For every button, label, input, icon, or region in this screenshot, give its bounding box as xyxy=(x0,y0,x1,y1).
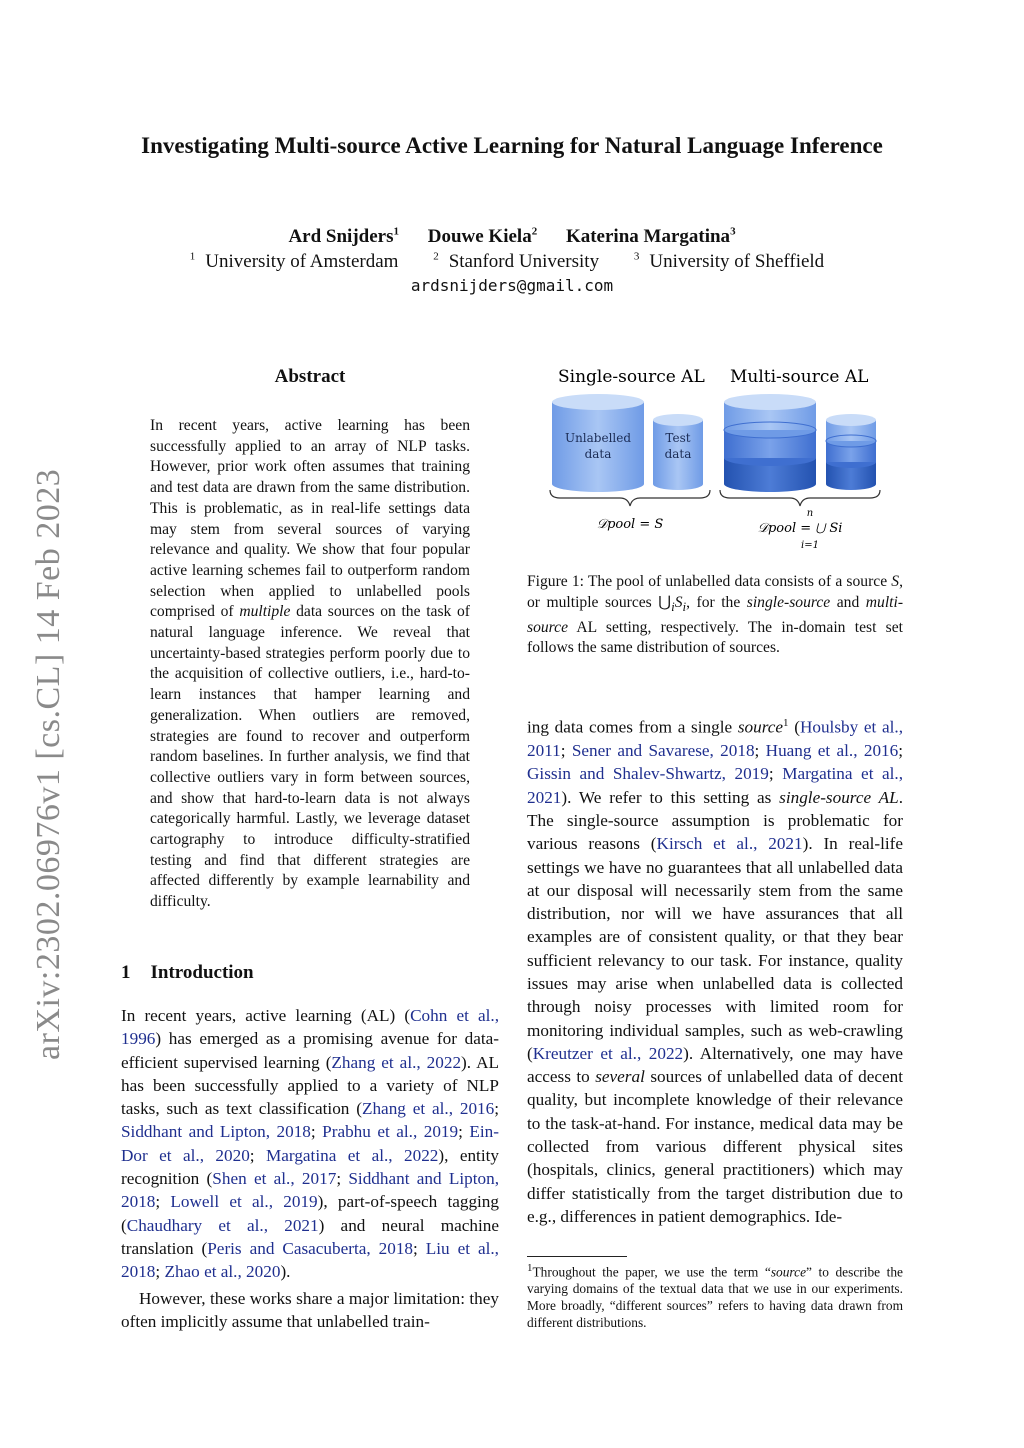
formula-multi: 𝒟pool = ⋃ Si xyxy=(757,521,843,536)
citation-link[interactable]: Cohn et al., 1996 xyxy=(121,1006,499,1049)
footnote-1: $^1$Throughout the paper, we use the term “source” to describe the varying domains of the textual data that we use in our experiments. More broadly, “different sources” refers to having data drawn from different distributions. xyxy=(527,1262,904,1331)
intro-paragraph-right: ing data comes from a single source$^1$ (Houlsby et al., 2011; Sener and Savarese, 2018; Huang et al., 2016; Gissin and Shalev-Shwartz, 2019; Margatina et al., 2021). We refer to this setting as single-source AL. The single-source assumption is problematic for various reasons (Kirsch et al., 2021). In real-life settings we have no guarantees that all unlabelled data at our disposal will necessarily stem from the same distribution, nor will we have assurances that all examples are of consistent quality, or that they bear sufficient relevancy to our task. For instance, quality issues may arise when unlabelled data is collected through noisy processes with limited room for monitoring individual samples, such as web-crawling (Kreutzer et al., 2022). Alternatively, one may have access to several sources of unlabelled data of decent quality, but incomplete knowledge of their relevance to the task-at-hand. For instance, medical data may be collected from various different physical sites (hospitals, clinics, general practitioners) which may differ statistically from the target distribution due to e.g., differences in patient demographics. Ide- xyxy=(527,717,904,1226)
author-email[interactable]: ardsnijders@gmail.com xyxy=(410,276,614,295)
author-2: Douwe Kiela$^2$ xyxy=(427,226,538,248)
paper-title: Investigating Multi-source Active Learning for Natural Language Inference xyxy=(141,133,883,158)
citation-link[interactable]: Peris and Casacuberta, 2018 xyxy=(207,1238,414,1258)
citation-link[interactable]: Siddhant and Lipton, 2018 xyxy=(121,1122,311,1142)
citation-link[interactable]: Ein-Dor et al., 2020 xyxy=(121,1122,499,1165)
citation-link[interactable]: Huang et al., 2016 xyxy=(765,741,899,761)
citation-link[interactable]: Kirsch et al., 2021 xyxy=(656,834,803,854)
formula-multi-upper: n xyxy=(806,508,814,519)
author-3: Katerina Margatina$^3$ xyxy=(565,226,736,248)
formula-multi-lower: i=1 xyxy=(801,540,819,551)
intro-paragraph-2: However, these works share a major limitation: they often implicitly assume that unlabelled train- xyxy=(121,1289,499,1332)
citation-link[interactable]: Kreutzer et al., 2022 xyxy=(532,1043,684,1063)
citation-link[interactable]: Liu et al., 2018 xyxy=(121,1238,499,1282)
citation-link[interactable]: Siddhant and Lipton, 2018 xyxy=(121,1169,500,1212)
citation-link[interactable]: Chaudhary et al., 2021 xyxy=(126,1215,319,1235)
svg-text:data: data xyxy=(664,447,692,461)
multi-source-pool-cylinder xyxy=(724,394,816,492)
figure-1-caption: Figure 1: The pool of unlabelled data consists of a source S, or multiple sources $⋃_iS_i$, for the single-source and multi-source AL setting, respectively. The in-domain test set follows the same distribution of sources. xyxy=(527,573,904,657)
citation-link[interactable]: Prabhu et al., 2019 xyxy=(322,1122,459,1142)
abstract-heading: Abstract xyxy=(274,366,346,387)
citation-link[interactable]: Margatina et al., 2021 xyxy=(527,764,904,807)
multi-source-test-cylinder xyxy=(826,414,876,490)
citation-link[interactable]: Lowell et al., 2019 xyxy=(170,1192,318,1212)
unlabelled-data-cylinder xyxy=(552,394,644,492)
brace-single xyxy=(550,490,710,506)
arxiv-side-label: arXiv:2302.06976v1 [cs.CL] 14 Feb 2023 xyxy=(30,468,67,1060)
affiliation-3: $^3$ University of Sheffield xyxy=(633,251,825,273)
brace-multi xyxy=(720,490,880,506)
citation-link[interactable]: Zhang et al., 2022 xyxy=(331,1052,462,1072)
author-list xyxy=(120,226,904,248)
test-data-cylinder xyxy=(653,414,703,490)
svg-text:Unlabelled: Unlabelled xyxy=(564,431,632,445)
formula-single: 𝒟pool = S xyxy=(596,517,664,532)
citation-link[interactable]: Sener and Savarese, 2018 xyxy=(571,741,755,761)
section-heading-introduction: 1 Introduction xyxy=(121,962,254,983)
figure-1-diagram xyxy=(540,360,900,560)
affiliation-1: $^1$ University of Amsterdam xyxy=(189,251,399,273)
citation-link[interactable]: Shen et al., 2017 xyxy=(212,1169,337,1189)
abstract-text: In recent years, active learning has been successfully applied to an array of NLP tasks. However, prior work often assumes that training and test data are drawn from the same distribution. This is problematic, as in real-life settings data may stem from several sources of varying relevance and quality. We show that four popular active learning schemes fail to outperform random selection when applied to unlabelled pools comprised of multiple data sources on the task of natural language inference. We reveal that uncertainty-based strategies perform poorly due to the acquisition of collective outliers, i.e., hard-to-learn instances that hamper learning and generalization. When outliers are removed, strategies are found to recover and outperform random baselines. In further analysis, we find that collective outliers vary in form between sources, and show that hard-to-learn data is not always categorically harmful. Lastly, we leverage dataset cartography to introduce difficulty-stratified testing and find that different strategies are affected differently by example learnability and difficulty. xyxy=(150,417,470,911)
intro-paragraph-1: In recent years, active learning (AL) (Cohn et al., 1996) has emerged as a promising avenue for data-efficient supervised learning (Zhang et al., 2022). AL has been successfully applied to a variety of NLP tasks, such as text classification (Zhang et al., 2016; Siddhant and Lipton, 2018; Prabhu et al., 2019; Ein-Dor et al., 2020; Margatina et al., 2022), entity recognition (Shen et al., 2017; Siddhant and Lipton, 2018; Lowell et al., 2019), part-of-speech tagging (Chaudhary et al., 2021) and neural machine translation (Peris and Casacuberta, 2018; Liu et al., 2018; Zhao et al., 2020). xyxy=(121,1006,500,1282)
citation-link[interactable]: Zhao et al., 2020 xyxy=(164,1262,281,1282)
svg-text:Test: Test xyxy=(665,431,691,445)
label-multi-source: Multi-source AL xyxy=(730,367,869,387)
svg-text:data: data xyxy=(584,447,612,461)
affiliation-list xyxy=(120,251,904,273)
citation-link[interactable]: Margatina et al., 2022 xyxy=(266,1145,439,1165)
citation-link[interactable]: Zhang et al., 2016 xyxy=(361,1099,495,1119)
footnote-divider xyxy=(527,1256,627,1257)
author-1: Ard Snijders$^1$ xyxy=(288,226,399,248)
affiliation-2: $^2$ Stanford University xyxy=(433,251,600,273)
citation-link[interactable]: Houlsby et al., 2011 xyxy=(527,717,903,761)
citation-link[interactable]: Gissin and Shalev-Shwartz, 2019 xyxy=(527,764,769,784)
label-single-source: Single-source AL xyxy=(558,367,705,387)
